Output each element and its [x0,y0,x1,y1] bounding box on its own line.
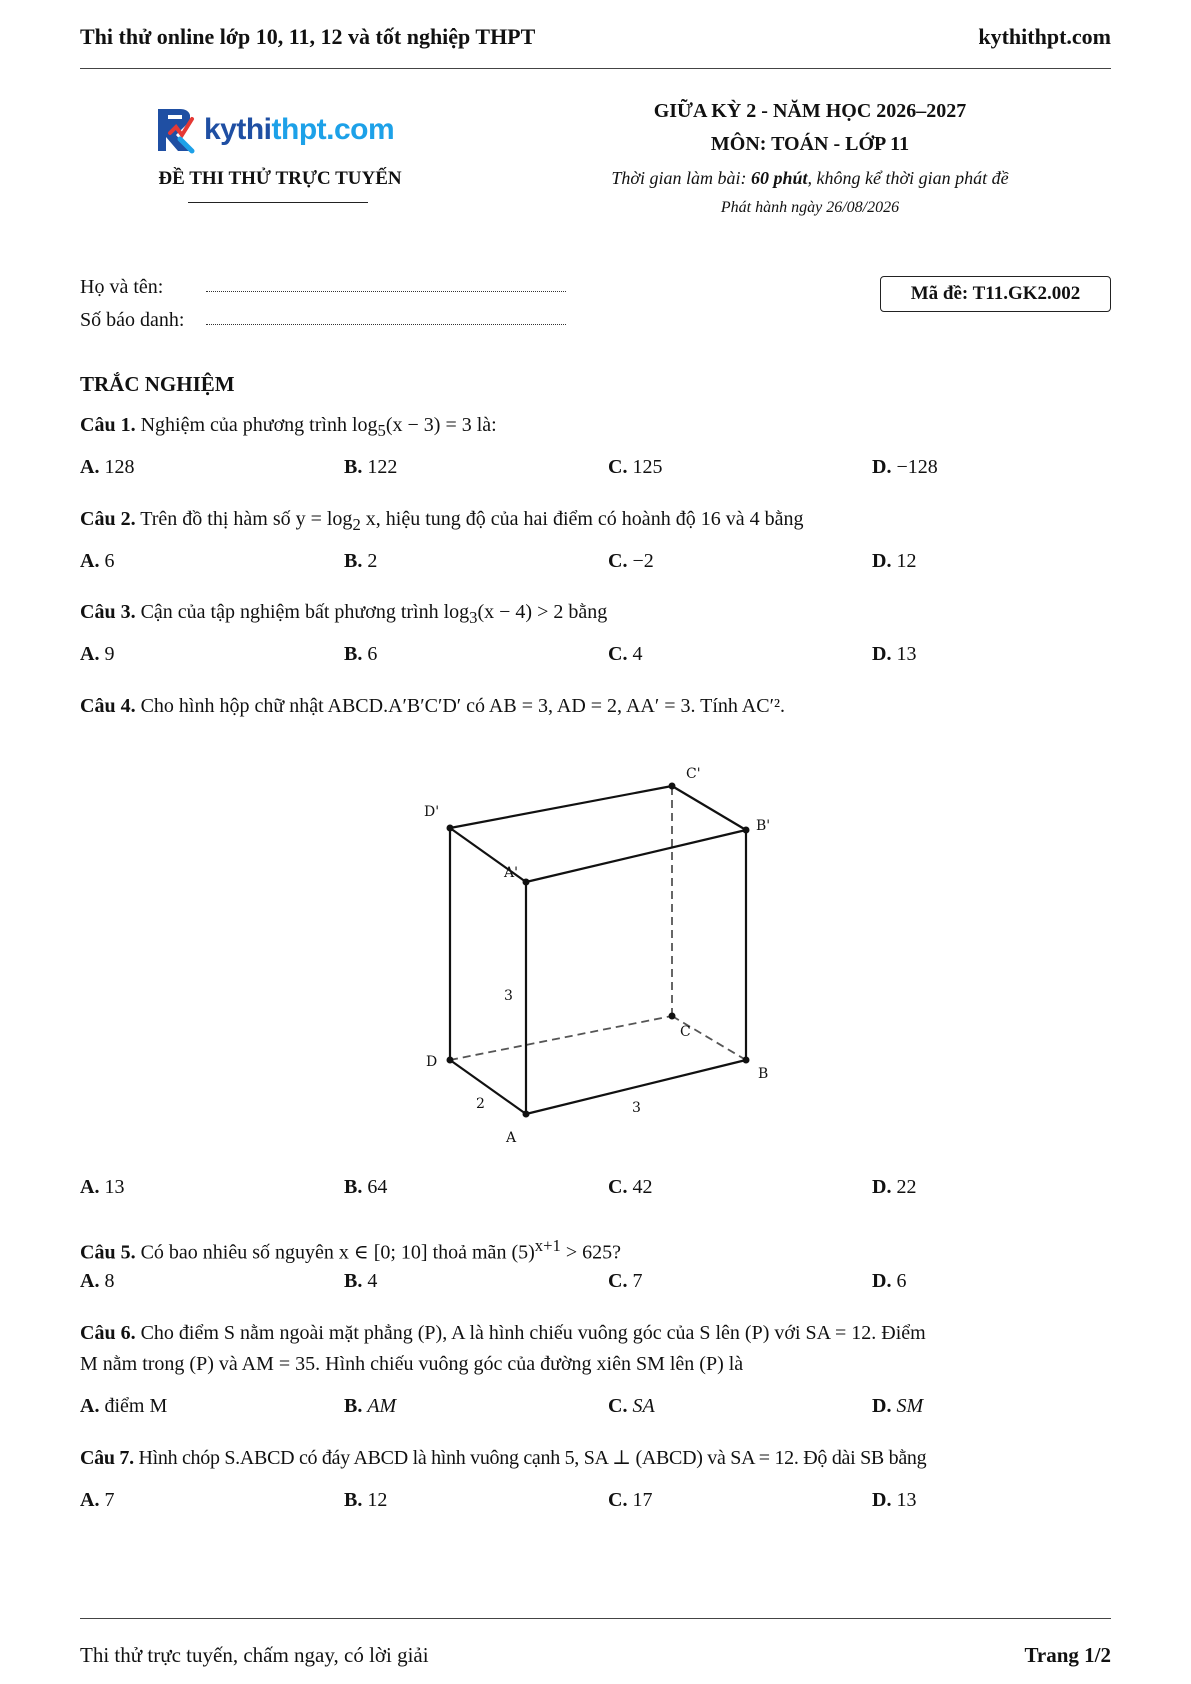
name-label: Họ và tên: [80,276,164,298]
site-logo [152,102,412,158]
answers-4 [80,1176,1111,1199]
option-b[interactable]: B. 12 [344,1489,388,1511]
option-c[interactable]: C. 7 [608,1270,643,1292]
option-a[interactable]: A. 8 [80,1270,115,1292]
edge-D-A [450,1060,526,1114]
vertex-B1 [743,827,750,834]
option-d[interactable]: D. 12 [872,550,917,572]
answers-1 [80,456,1111,479]
option-d[interactable]: D. 22 [872,1176,917,1198]
option-b[interactable]: B. 64 [344,1176,388,1198]
label-len-AD: 2 [476,1096,485,1112]
answers-5 [80,1270,1111,1293]
option-d[interactable]: D. 13 [872,1489,917,1511]
option-c[interactable]: C. −2 [608,550,654,572]
option-c[interactable]: C. 42 [608,1176,653,1198]
edge-C1-D1 [450,786,672,828]
option-b[interactable]: B. 122 [344,456,398,478]
option-d[interactable]: D. 6 [872,1270,907,1292]
option-b[interactable]: B. 6 [344,643,378,665]
vertex-D [447,1057,454,1064]
label-D: D [426,1054,438,1070]
student-id-field[interactable] [206,324,566,325]
edge-D-C [450,1016,672,1060]
question-6: Câu 6. Cho điểm S nằm ngoài mặt phẳng (P), A là hình chiếu vuông góc của S lên (P) với SA = 12. Điểm M nằm trong (P) và AM = 35. Hình chiếu vuông góc của đường xiên SM lên (P) là [80,1322,926,1375]
label-C: C [680,1024,691,1040]
header-left-text: Thi thử online lớp 10, 11, 12 và tốt nghiệp THPT [80,24,536,49]
student-info [80,266,566,332]
vertex-C1 [669,783,676,790]
exam-release-date: Phát hành ngày 26/08/2026 [720,199,900,216]
option-b[interactable]: B. AM [344,1395,397,1417]
page-header [80,22,1111,52]
edge-B1-C1 [672,786,746,830]
option-a[interactable]: A. 9 [80,643,115,665]
question-5: Câu 5. Có bao nhiêu số nguyên x ∈ [0; 10] thoả mãn $(5)^{x+1} > 625$? [80,1236,621,1264]
option-c[interactable]: C. 4 [608,643,643,665]
option-a[interactable]: A. điểm M [80,1395,168,1417]
label-B1: B' [756,818,771,834]
section-title: TRẮC NGHIỆM [80,372,235,396]
label-A1: A' [504,865,518,881]
logo-underline [188,202,368,203]
name-field[interactable] [206,291,566,292]
option-b[interactable]: B. 2 [344,550,378,572]
answers-7 [80,1489,1111,1512]
option-d[interactable]: D. −128 [872,456,938,478]
logo-subtitle: ĐỀ THI THỬ TRỰC TUYẾN [158,168,402,189]
exam-subject: MÔN: TOÁN - LỚP 11 [710,133,910,155]
option-c[interactable]: C. SA [608,1395,655,1417]
cuboid-figure [400,752,780,1152]
exam-time: Thời gian làm bài: 60 phút, không kể thời gian phát đề [611,168,1009,188]
option-a[interactable]: A. 7 [80,1489,115,1511]
logo-text: kythithpt.com [204,113,395,146]
label-A: A [506,1130,517,1146]
header-site-name: kythithpt.com [978,24,1111,49]
label-D1: D' [424,804,440,820]
logo-emblem-icon [152,105,196,155]
vertex-D1 [447,825,454,832]
footer-tagline: Thi thử trực tuyến, chấm ngay, có lời giải [80,1642,429,1667]
header-divider [80,68,1111,69]
option-a[interactable]: A. 6 [80,550,115,572]
vertex-A [523,1111,530,1118]
question-1: Câu 1. Nghiệm của phương trình $\log_5(x - 3) = 3$ là: [80,414,497,440]
option-d[interactable]: D. SM [872,1395,924,1417]
label-len-AB: 3 [632,1100,641,1116]
vertex-A1 [523,879,530,886]
question-3: Câu 3. Cận của tập nghiệm bất phương trình $\log_3(x - 4) > 2$ bằng [80,601,608,627]
question-4: Câu 4. Cho hình hộp chữ nhật ABCD.A′B′C′D′ có AB = 3, AD = 2, AA′ = 3. Tính AC′². [80,695,785,717]
exam-info [540,96,1080,222]
option-c[interactable]: C. 17 [608,1489,653,1511]
exam-code-badge: Mã đề: T11.GK2.002 [880,276,1111,312]
vertex-B [743,1057,750,1064]
option-c[interactable]: C. 125 [608,456,663,478]
exam-title: GIỮA KỲ 2 - NĂM HỌC 2026–2027 [653,100,967,122]
option-a[interactable]: A. 13 [80,1176,125,1198]
option-b[interactable]: B. 4 [344,1270,378,1292]
label-len-AA1: 3 [504,988,513,1004]
question-7: Câu 7. Hình chóp S.ABCD có đáy ABCD là hình vuông cạnh 5, SA ⊥ (ABCD) và SA = 12. Độ dài SB bằng [80,1447,927,1469]
answers-2 [80,550,1111,573]
page-number: Trang 1/2 [1024,1642,1111,1667]
footer-divider [80,1618,1111,1619]
answers-3 [80,643,1111,666]
option-a[interactable]: A. 128 [80,456,135,478]
question-2: Câu 2. Trên đồ thị hàm số $y = \log_2 x$, hiệu tung độ của hai điểm có hoành độ 16 và 4 bằng [80,508,804,534]
option-d[interactable]: D. 13 [872,643,917,665]
vertex-C [669,1013,676,1020]
label-C1: C' [686,766,701,782]
page-footer [80,1640,1111,1670]
label-B: B [758,1066,769,1082]
student-id-label: Số báo danh: [80,309,185,331]
edge-A1-B1 [526,830,746,882]
answers-6 [80,1395,1111,1418]
